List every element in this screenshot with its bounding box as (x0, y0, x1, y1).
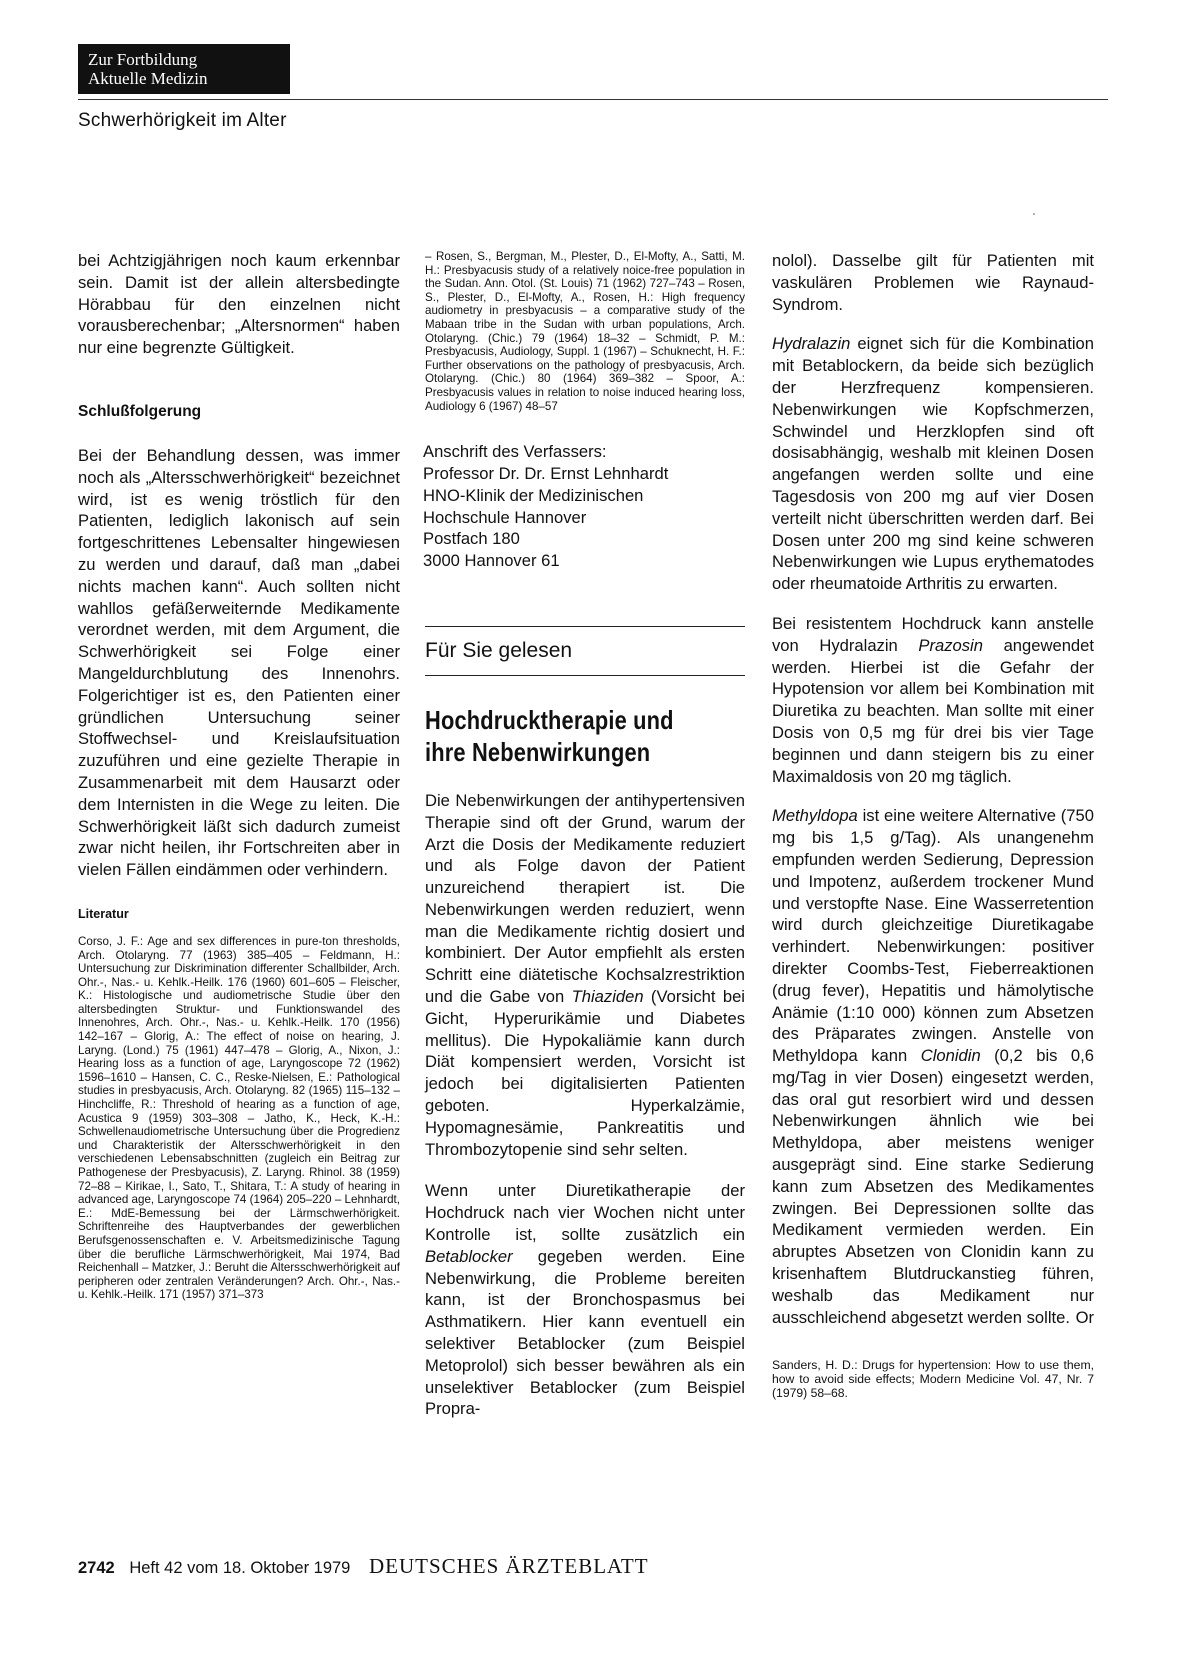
address-line: Anschrift des Verfassers: (423, 442, 607, 462)
address-line: 3000 Hannover 61 (423, 551, 560, 571)
section-rule-top (425, 626, 745, 627)
address-line: Professor Dr. Dr. Ernst Lehnhardt (423, 463, 669, 483)
paragraph: Hydralazin eignet sich für die Kombination mit Betablockern, da beide sich bezüglich der Herzfrequenz kompensieren. Nebenwirkungen wie Kopfschmerzen, Schwindel und Herzklopfen sind oft dosisabhängig, weshalb mit kleinen Dosen angefangen werden sollte und eine Tagesdosis von 200 mg auf vier Dosen verteilt nicht überschritten werden darf. Bei Dosen unter 200 mg sind keine schweren Nebenwirkungen wie Lupus erythematodes oder rheumatoide Arthritis zu erwarten. (772, 334, 1094, 594)
article-title-line-1: Hochdrucktherapie und (425, 704, 674, 735)
drug-name: Hydralazin (772, 334, 851, 354)
drug-name: Prazosin (918, 635, 983, 655)
section-badge (78, 44, 290, 94)
address-line: HNO-Klinik der Medizinischen (423, 485, 644, 505)
paragraph: nolol). Dasselbe gilt für Patienten mit vaskulären Problemen wie Raynaud-Syndrom. (772, 251, 1094, 314)
speck (1033, 213, 1035, 215)
address-line: Hochschule Hannover (423, 507, 587, 527)
page-footer (78, 1554, 649, 1579)
badge-line-2: Aktuelle Medizin (88, 69, 208, 88)
paragraph: bei Achtzigjährigen noch kaum erkennbar sein. Damit ist der allein altersbedingte Hörabbau für den einzelnen nicht vorausberechenbar; „Altersnormen“ haben nur eine begrenzte Gültigkeit. (78, 251, 400, 358)
paragraph: Bei der Behandlung dessen, was immer noch als „Altersschwerhörigkeit“ bezeichnet wird, ist es wenig tröstlich für den Patienten, lediglich lakonisch auf sein fortgeschrittenes Lebensalter hingewiesen zu werden und darauf, daß man „dabei nichts machen kann“. Auch sollten nicht wahllos gefäßerweiternde Medikamente verordnet werden, mit dem Argument, die Schwerhörigkeit sei Folge einer Mangeldurchblutung des Innenohrs. Folgerichtiger ist es, den Patienten einer gründlichen Untersuchung seiner Stoffwechsel- und Kreislaufsituation zuzuführen und eine gezielte Therapie in Zusammenarbeit mit dem Hausarzt oder dem Internisten in die Wege zu leiten. Die Schwerhörigkeit läßt sich dadurch zumeist zwar nicht heilen, ihr Fortschreiten aber in vielen Fällen eindämmen oder verhindern. (78, 445, 400, 880)
issue-info: Heft 42 vom 18. Oktober 1979 (129, 1559, 351, 1577)
badge-line-1: Zur Fortbildung (88, 50, 198, 69)
literature-list: Corso, J. F.: Age and sex differences in pure-ton thresholds, Arch. Otolaryng. 77 (1963) 385–405 – Feldmann, H.: Untersuchung zur Diskrimination differenter Schallbilder, Arch. Ohr.-, Nas.- u. Kehlk.-Heilk. 176 (1960) 601–605 – Fleischer, K.: Histologische und audiometrische Studie über den altersbedingten Struktur- und Funktionswandel des Innenohres, Arch. Ohr.-, Nas.- u. Kehlk.-Heilk. 170 (1956) 142–167 – Glorig, A.: The effect of noise on hearing, J. Laryng. (Lond.) 75 (1961) 447–478 – Glorig, A., Nixon, J.: Hearing loss as a function of age, Laryngoscope 72 (1962) 1596–1610 – Hansen, C. C., Reske-Nielsen, E.: Pathological studies in presbyacusis, Arch. Otolaryng. 82 (1965) 115–132 – Hinchcliffe, R.: Threshold of hearing as a function of age, Acustica 9 (1959) 303–308 – Jatho, K., Heck, K.-H.: Schwellenaudiometrische Untersuchung über die Progredienz und Charakteristik der Altersschwerhörigkeit in den verschiedenen Lebensabschnitten (zugleich ein Beitrag zur Pathogenese der Presbyacusis), Z. Laryng. Rhinol. 38 (1959) 72–88 – Kirikae, I., Sato, T., Shitara, T.: A study of hearing in advanced age, Laryngoscope 74 (1964) 205–220 – Lehnhardt, E.: MdE-Bemessung bei der Lärmschwerhörigkeit. Schriftenreihe des Hauptverbandes der gewerblichen Berufsgenossenschaften e. V. Arbeitsmedizinische Tagung über die berufliche Lärmschwerhörigkeit, Mai 1974, Bad Reichenhall – Matzker, J.: Beruht die Altersschwerhörigkeit auf peripheren oder zentralen Veränderungen? Arch. Ohr.-, Nas.- u. Kehlk.-Heilk. 171 (1957) 371–373 (78, 934, 400, 1302)
column-1 (78, 250, 400, 1302)
references-continued: – Rosen, S., Bergman, M., Plester, D., El-Mofty, A., Satti, M. H.: Presbyacusis study of a relatively noice-free population in the Sudan. Ann. Otol. (St. Louis) 71 (1962) 727–743 – Rosen, S., Plester, D., El-Mofty, A., Rosen, H.: High frequency audiometry in presbyacusis – a comparative study of the Mabaan tribe in the Sudan with urban populations, Arch. Otolaryng. (Chic.) 79 (1964) 18–32 – Schmidt, P. M.: Presbyacusis, Audiology, Suppl. 1 (1967) – Schuknecht, H. F.: Further observations on the pathology of presbyacusis, Arch. Otolaryng. (Chic.) 80 (1964) 369–382 – Spoor, A.: Presbyacusis values in relation to noise induced hearing loss, Audiology 6 (1967) 48–57 (425, 250, 745, 413)
paragraph: Bei resistentem Hochdruck kann anstelle von Hydralazin Prazosin angewendet werden. Hierbei ist die Gefahr der Hypotension vor allem bei Kombination mit Diuretika zu beachten. Man sollte mit einer Dosis von 0,5 mg für drei bis vier Tage beginnen und dann steigern bis zu einer Maximaldosis von 20 mg täglich. (772, 613, 1094, 786)
drug-name: Clonidin (920, 1046, 981, 1066)
drug-name: Thiaziden (571, 987, 644, 1007)
reference: Sanders, H. D.: Drugs for hypertension: How to use them, how to avoid side effects; Modern Medicine Vol. 47, Nr. 7 (1979) 58–68. (772, 1358, 1094, 1401)
address-line: Postfach 180 (423, 529, 520, 549)
section-title: Für Sie gelesen (425, 638, 573, 662)
paragraph: Methyldopa ist eine weitere Alternative (750 mg bis 1,5 g/Tag). Als unangenehm empfunden werden Sedierung, Depression und Impotenz, außerdem trockener Mund und verstopfte Nase. Eine Wasserretention wird durch gleichzeitige Diuretikagabe verhindert. Nebenwirkungen: positiver direkter Coombs-Test, Fieberreaktionen (drug fever), Hepatitis und hämolytische Anämie (1:10 000) können zum Absetzen des Präparates zwingen. Anstelle von Methyldopa kann Clonidin (0,2 bis 0,6 mg/Tag in vier Dosen) eingesetzt werden, das oral gut resorbiert wird und dessen Nebenwirkungen ähnlich wie bei Methyldopa, aber meistens weniger ausgeprägt sind. Eine starke Sedierung kann zum Absetzen des Medikamentes zwingen. Bei Depressionen sollte das Medikament vermieden werden. Ein abruptes Absetzen von Clonidin kann zu krisenhaftem Blutdruckanstieg führen, weshalb das Medikament nur ausschleichend abgesetzt werden sollte. Or (772, 806, 1094, 1327)
page-number: 2742 (78, 1559, 115, 1577)
literature-heading: Literatur (78, 906, 129, 921)
column-2 (425, 250, 745, 1420)
drug-name: Betablocker (425, 1246, 513, 1266)
drug-name: Methyldopa (772, 806, 858, 826)
author-sign: Or (1075, 1307, 1094, 1327)
author-address (423, 441, 745, 572)
running-title: Schwerhörigkeit im Alter (78, 110, 287, 131)
paragraph: Die Nebenwirkungen der antihypertensiven Therapie sind oft der Grund, warum der Arzt die Dosis der Medikamente reduziert und als Folge davon der Patient unzureichend therapiert ist. Die Nebenwirkungen werden reduziert, wenn man die Medikamente richtig dosiert und kombiniert. Der Autor empfiehlt als ersten Schritt eine diätetische Kochsalzrestriktion und die Gabe von Thiaziden (Vorsicht bei Gicht, Hyperurikämie und Diabetes mellitus). Die Hypokaliämie kann durch Diät kompensiert werden, Vorsicht ist jedoch bei digitalisierten Patienten geboten. Hyperkalzämie, Hypomagnesämie, Pankreatitis und Thrombozytopenie sind sehr selten. (425, 790, 745, 1159)
journal-name: DEUTSCHES ÄRZTEBLATT (368, 1554, 649, 1578)
column-3 (772, 250, 1094, 1400)
heading-conclusion: Schlußfolgerung (78, 402, 202, 420)
article-title (425, 704, 745, 768)
section-rule-bottom (425, 675, 745, 676)
article-title-line-2: ihre Nebenwirkungen (425, 736, 651, 767)
paragraph: Wenn unter Diuretikatherapie der Hochdruck nach vier Wochen nicht unter Kontrolle ist, sollte zusätzlich ein Betablocker gegeben werden. Eine Nebenwirkung, die Probleme bereiten kann, ist der Bronchospasmus bei Asthmatikern. Hier kann eventuell ein selektiver Betablocker (zum Beispiel Metoprolol) sich besser bewähren als ein unselektiver Betablocker (zum Beispiel Propra- (425, 1181, 745, 1419)
header-rule (78, 99, 1108, 100)
